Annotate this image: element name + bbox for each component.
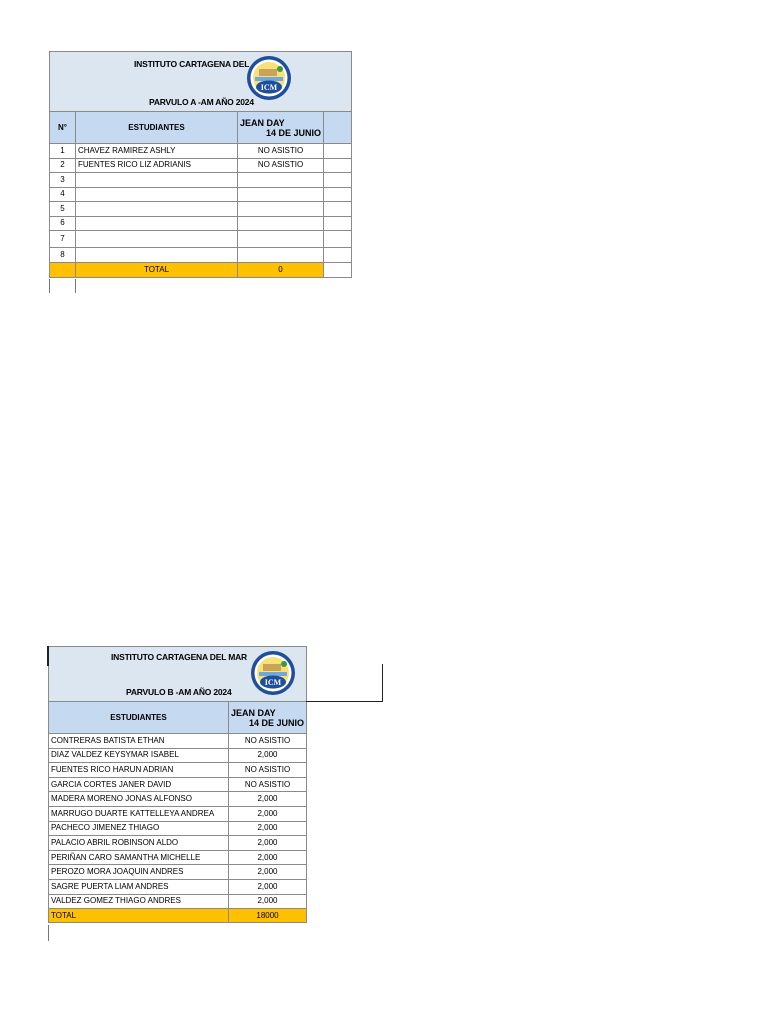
table-row [49, 865, 307, 880]
student-name: MADERA MORENO JONAS ALFONSO [49, 792, 229, 807]
table-row [49, 777, 307, 792]
student-name: GARCIA CORTES JANER DAVID [49, 777, 229, 792]
payment-value: 2,000 [229, 865, 307, 880]
payment-value [238, 173, 324, 188]
payment-value: NO ASISTIO [238, 144, 324, 159]
table-row [49, 850, 307, 865]
svg-text:ICM: ICM [264, 678, 282, 687]
row-number: 8 [50, 248, 76, 263]
table-a-event-line2: 14 DE JUNIO [265, 127, 321, 138]
table-a-col-students: ESTUDIANTES [76, 112, 238, 144]
table-b-event-line2: 14 DE JUNIO [248, 717, 304, 728]
student-name: CONTRERAS BATISTA ETHAN [49, 734, 229, 749]
table-b-group-title: PARVULO B -AM AÑO 2024 [126, 687, 232, 697]
table-b-gridline-left [48, 925, 49, 941]
table-row [50, 231, 352, 248]
table-row [49, 879, 307, 894]
student-name [76, 173, 238, 188]
table-b-school-title: INSTITUTO CARTAGENA DEL MAR [111, 652, 247, 662]
payment-value: 2,000 [229, 850, 307, 865]
payment-value [238, 202, 324, 217]
payment-value: 2,000 [229, 792, 307, 807]
table-row [49, 734, 307, 749]
table-row [49, 821, 307, 836]
school-logo-icon [246, 55, 292, 106]
table-a-total-extra [324, 262, 352, 277]
table-b-total-label: TOTAL [49, 909, 229, 923]
table-a-event-line1: JEAN DAY [240, 117, 285, 128]
extra-cell [324, 144, 352, 159]
extra-cell [324, 173, 352, 188]
table-row [49, 894, 307, 909]
row-number: 5 [50, 202, 76, 217]
table-a-col-num: N° [50, 112, 76, 144]
student-name: DIAZ VALDEZ KEYSYMAR ISABEL [49, 748, 229, 763]
row-number: 6 [50, 216, 76, 231]
table-a-col-event [238, 112, 324, 144]
table-b-left-mark [47, 646, 49, 666]
row-number: 4 [50, 187, 76, 202]
student-name [76, 187, 238, 202]
table-row [50, 202, 352, 217]
table-b-col-students: ESTUDIANTES [49, 702, 229, 734]
student-name [76, 231, 238, 248]
student-name: VALDEZ GOMEZ THIAGO ANDRES [49, 894, 229, 909]
table-a-school-title: INSTITUTO CARTAGENA DEL [134, 59, 250, 69]
payment-value: NO ASISTIO [229, 734, 307, 749]
payment-value [238, 231, 324, 248]
student-name [76, 202, 238, 217]
table-row [50, 158, 352, 173]
student-name [76, 248, 238, 263]
table-row [50, 216, 352, 231]
payment-value [238, 216, 324, 231]
shape-line-horizontal [306, 701, 383, 702]
extra-cell [324, 158, 352, 173]
student-name [76, 216, 238, 231]
student-name: SAGRE PUERTA LIAM ANDRES [49, 879, 229, 894]
payment-value: 2,000 [229, 879, 307, 894]
payment-value [238, 248, 324, 263]
payment-value: NO ASISTIO [238, 158, 324, 173]
student-name: PALACIO ABRIL ROBINSON ALDO [49, 836, 229, 851]
table-row [49, 836, 307, 851]
svg-text:ICM: ICM [260, 83, 278, 92]
payment-value: 2,000 [229, 894, 307, 909]
student-name: MARRUGO DUARTE KATTELLEYA ANDREA [49, 806, 229, 821]
table-row [49, 763, 307, 778]
table-row [49, 792, 307, 807]
student-name: PEROZO MORA JOAQUIN ANDRES [49, 865, 229, 880]
extra-cell [324, 216, 352, 231]
extra-cell [324, 231, 352, 248]
payment-value: NO ASISTIO [229, 763, 307, 778]
student-name: CHAVEZ RAMIREZ ASHLY [76, 144, 238, 159]
payment-value: 2,000 [229, 806, 307, 821]
student-name: PACHECO JIMENEZ THIAGO [49, 821, 229, 836]
payment-value: 2,000 [229, 836, 307, 851]
payment-value: NO ASISTIO [229, 777, 307, 792]
table-row [50, 187, 352, 202]
student-name: PERIÑAN CARO SAMANTHA MICHELLE [49, 850, 229, 865]
shape-line-vertical [382, 664, 383, 702]
payment-value [238, 187, 324, 202]
table-a-group-title: PARVULO A -AM AÑO 2024 [149, 97, 254, 107]
table-row [50, 173, 352, 188]
table-a-total-blank [50, 262, 76, 277]
school-logo-icon-b [250, 650, 296, 701]
table-a-col-extra [324, 112, 352, 144]
row-number: 3 [50, 173, 76, 188]
student-name: FUENTES RICO HARUN ADRIAN [49, 763, 229, 778]
table-parvulo-a [49, 51, 352, 278]
payment-value: 2,000 [229, 821, 307, 836]
table-b-total-value: 18000 [229, 909, 307, 923]
table-a-gridline-left [49, 279, 50, 293]
table-row [50, 248, 352, 263]
payment-value: 2,000 [229, 748, 307, 763]
row-number: 2 [50, 158, 76, 173]
extra-cell [324, 202, 352, 217]
student-name: FUENTES RICO LIZ ADRIANIS [76, 158, 238, 173]
table-a-total-label: TOTAL [76, 262, 238, 277]
table-row [50, 144, 352, 159]
table-a-gridline-col [75, 279, 76, 293]
table-a-total-value: 0 [238, 262, 324, 277]
table-b-event-line1: JEAN DAY [231, 707, 276, 718]
row-number: 7 [50, 231, 76, 248]
table-row [49, 748, 307, 763]
table-row [49, 806, 307, 821]
extra-cell [324, 187, 352, 202]
extra-cell [324, 248, 352, 263]
row-number: 1 [50, 144, 76, 159]
table-b-col-event [229, 702, 307, 734]
